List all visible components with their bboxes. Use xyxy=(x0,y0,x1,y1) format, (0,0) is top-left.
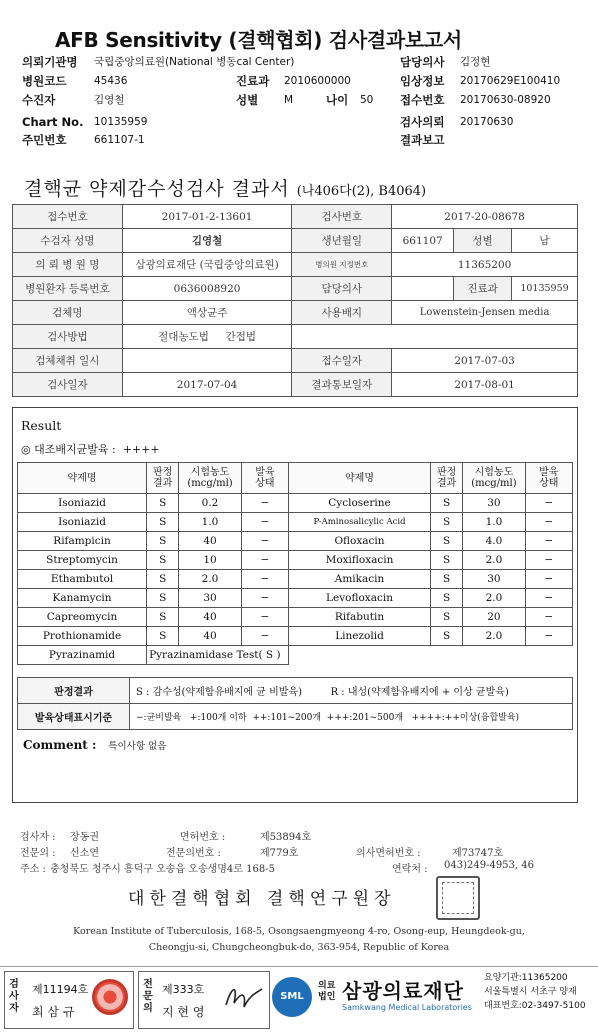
drug-susceptibility-table xyxy=(17,462,573,665)
judgement-s: S : 감수성(약제함유배지에 균 비발육) xyxy=(136,687,302,698)
pyrazinamidase-test: Pyrazinamidase Test( S ) xyxy=(147,646,289,665)
result-section xyxy=(12,407,578,803)
control-growth: ◎ 대조배지균발육 : ++++ xyxy=(21,443,160,456)
drug-name: Ethambutol xyxy=(18,570,147,589)
receipt-label: 접수번호 xyxy=(400,93,445,107)
method-label: 검사방법 xyxy=(13,325,123,349)
specimen: 액상균주 xyxy=(122,301,292,325)
org-info xyxy=(484,971,586,1013)
drug-name: Kanamycin xyxy=(18,589,147,608)
drug-growth: − xyxy=(241,589,288,608)
drug-conc: 1.0 xyxy=(179,513,241,532)
drug-name: Streptomycin xyxy=(18,551,147,570)
drug-result: S xyxy=(147,570,179,589)
drug-growth: − xyxy=(241,532,288,551)
drug-result: S xyxy=(430,589,462,608)
org-address: 서울특별시 서초구 양재 xyxy=(484,987,577,997)
drug-name: Capreomycin xyxy=(18,608,147,627)
contact: 043)249-4953, 46 xyxy=(444,860,534,871)
drug-result: S xyxy=(147,608,179,627)
col-judge: 판정 결과 xyxy=(430,463,462,494)
drug-result: S xyxy=(147,589,179,608)
drug-name: Moxifloxacin xyxy=(289,551,431,570)
physician-no: 제73747호 xyxy=(452,848,504,859)
institution-value: 국립중앙의료원(National 병동cal Center) xyxy=(94,56,295,68)
dept-value: 2010600000 xyxy=(284,75,351,87)
drug-name: Rifampicin xyxy=(18,532,147,551)
drug-conc: 2.0 xyxy=(463,551,525,570)
drug-growth: − xyxy=(525,608,572,627)
col-drug: 약제명 xyxy=(289,463,431,494)
col-drug: 약제명 xyxy=(18,463,147,494)
drug-conc: 1.0 xyxy=(463,513,525,532)
drug-growth: − xyxy=(241,551,288,570)
chart-value: 10135959 xyxy=(94,116,148,128)
drug-growth: − xyxy=(241,513,288,532)
drug-row xyxy=(18,513,573,532)
tester: 장동권 xyxy=(70,832,99,843)
org-kind: 의료법인 xyxy=(318,981,336,1002)
result-report-label: 결과보고 xyxy=(400,133,445,147)
specialist-license: 제333호 xyxy=(162,983,205,996)
patient-label: 수진자 xyxy=(22,93,56,107)
hospital-reg-label: 병원환자 등록번호 xyxy=(13,277,123,301)
test-date: 2017-07-04 xyxy=(122,373,292,397)
result-title: Result xyxy=(21,418,62,433)
comment: Comment : 특이사항 없음 xyxy=(23,738,167,752)
org-tel: 대표번호:02-3497-5100 xyxy=(484,1001,586,1011)
medium: Lowenstein-Jensen media xyxy=(392,301,578,325)
age-value: 50 xyxy=(360,94,374,106)
hospital-code-label: 병의원 지정번호 xyxy=(292,253,392,277)
rrn-value: 661107-1 xyxy=(94,134,145,146)
collect-date-label: 검체채취 일시 xyxy=(13,349,123,373)
drug-conc: 2.0 xyxy=(179,570,241,589)
org-address-en-1: Korean Institute of Tuberculosis, 168-5, Osongsaengmyeong 4-ro, Osong-eup, Heungdeok-gu, xyxy=(73,926,525,937)
notify-date-label: 결과통보일자 xyxy=(292,373,392,397)
org-name-en: Samkwang Medical Laboratories xyxy=(342,1003,472,1012)
drug-result: S xyxy=(147,551,179,570)
report-title-code: (나406다(2), B4064) xyxy=(296,184,427,199)
drug-row xyxy=(18,608,573,627)
sex: 남 xyxy=(512,229,578,253)
drug-name: Pyrazinamid xyxy=(18,646,147,665)
drug-name: Ofloxacin xyxy=(289,532,431,551)
dept-label: 진료과 xyxy=(454,277,512,301)
drug-conc: 10 xyxy=(179,551,241,570)
growth-legend-label: 발육상태표시기준 xyxy=(18,704,130,730)
drug-result: S xyxy=(147,627,179,646)
receipt-value: 20170630-08920 xyxy=(460,94,551,106)
judgement-label: 판정결과 xyxy=(18,678,130,704)
drug-growth: − xyxy=(241,608,288,627)
hospital: 삼광의료재단 (국립중앙의료원) xyxy=(122,253,292,277)
receive-date-label: 접수일자 xyxy=(292,349,392,373)
hospital-reg: 0636008920 xyxy=(122,277,292,301)
drug-conc: 40 xyxy=(179,532,241,551)
hospital-code: 11365200 xyxy=(392,253,578,277)
sex-value: M xyxy=(284,94,294,106)
growth-legend: −:균비발육 +:100개 이하 ++:101~200개 +++:201~500개 ++++:++이상(융합발육) xyxy=(130,704,573,730)
drug-growth: − xyxy=(525,513,572,532)
signature-icon xyxy=(222,981,266,1013)
clinical-label: 임상정보 xyxy=(400,74,445,88)
drug-name: Rifabutin xyxy=(289,608,431,627)
drug-row xyxy=(18,627,573,646)
specialist-no: 제779호 xyxy=(260,848,299,859)
drug-conc: 0.2 xyxy=(179,494,241,513)
doctor-label: 담당의사 xyxy=(400,55,445,69)
ward-code-value: 45436 xyxy=(94,75,128,87)
signer-row-3: 주소 : 충청북도 청주시 흥덕구 오송읍 오송생명4로 168-5 연락처 : 043)249-4953, 46 xyxy=(20,860,534,875)
drug-name: Isoniazid xyxy=(18,494,147,513)
drug-growth: − xyxy=(525,532,572,551)
drug-result: S xyxy=(430,570,462,589)
drug-result: S xyxy=(430,494,462,513)
org-name: 삼광의료재단 xyxy=(342,979,464,1003)
birth: 661107 xyxy=(392,229,454,253)
drug-row xyxy=(18,589,573,608)
specimen-label: 검체명 xyxy=(13,301,123,325)
judgement-r: R : 내성(약제함유배지에 + 이상 균발육) xyxy=(330,687,509,698)
judgement-legend xyxy=(17,677,573,730)
drug-result: S xyxy=(430,627,462,646)
specialist-name: 지 현 영 xyxy=(162,1005,205,1019)
patient-name: 김영철 xyxy=(122,229,292,253)
birth-label: 생년월일 xyxy=(292,229,392,253)
drug-conc: 40 xyxy=(179,608,241,627)
sex-label: 성별 xyxy=(236,93,259,107)
medium-label: 사용배지 xyxy=(292,301,392,325)
ward-code-label: 병원코드 xyxy=(22,74,67,88)
hospital-label: 의 뢰 병 원 명 xyxy=(13,253,123,277)
tester-name: 최 삼 규 xyxy=(32,1005,75,1019)
drug-result: S xyxy=(430,551,462,570)
drug-growth: − xyxy=(525,627,572,646)
request-label: 검사의뢰 xyxy=(400,115,445,129)
drug-name: Prothionamide xyxy=(18,627,147,646)
doctor-value: 김정현 xyxy=(460,56,491,68)
request-value: 20170630 xyxy=(460,116,514,128)
col-conc: 시험농도 (mcg/ml) xyxy=(463,463,525,494)
specialist: 신소연 xyxy=(70,848,99,859)
drug-row-pyrazinamide xyxy=(18,646,573,665)
drug-row xyxy=(18,551,573,570)
col-judge: 판정 결과 xyxy=(147,463,179,494)
drug-growth: − xyxy=(241,627,288,646)
page-title: AFB Sensitivity (결핵협회) 검사결과보고서 xyxy=(55,28,462,52)
drug-growth: − xyxy=(525,494,572,513)
sml-logo: SML xyxy=(272,977,312,1017)
patient-value: 김영철 xyxy=(94,94,125,106)
drug-result: S xyxy=(147,513,179,532)
drug-conc: 30 xyxy=(463,570,525,589)
drug-conc: 4.0 xyxy=(463,532,525,551)
address: 충청북도 청주시 흥덕구 오송읍 오송생명4로 168-5 xyxy=(50,864,275,875)
comment-value: 특이사항 없음 xyxy=(108,741,167,752)
drug-name: P-Aminosalicylic Acid xyxy=(289,513,431,532)
drug-name: Cycloserine xyxy=(289,494,431,513)
seal-stamp-icon xyxy=(92,979,128,1015)
patient-name-label: 수검자 성명 xyxy=(13,229,123,253)
clinical-value: 20170629E100410 xyxy=(460,75,561,87)
drug-name: Linezolid xyxy=(289,627,431,646)
test-date-label: 검사일자 xyxy=(13,373,123,397)
notify-date: 2017-08-01 xyxy=(392,373,578,397)
report-title: 결핵균 약제감수성검사 결과서 (나406다(2), B4064) xyxy=(24,178,427,200)
chart-label: Chart No. xyxy=(22,115,84,129)
dept-label: 진료과 xyxy=(236,74,270,88)
institution-label: 의뢰기관명 xyxy=(22,55,78,69)
scanned-report xyxy=(6,164,592,964)
receive-date: 2017-07-03 xyxy=(392,349,578,373)
reg-no: 2017-01-2-13601 xyxy=(122,205,292,229)
drug-name: Levofloxacin xyxy=(289,589,431,608)
drug-result: S xyxy=(430,608,462,627)
license: 제53894호 xyxy=(260,832,312,843)
reg-no-label: 접수번호 xyxy=(13,205,123,229)
footer xyxy=(0,966,598,1034)
issuing-organization: 대한결핵협회 결핵연구원장 xyxy=(128,889,396,909)
sex-label: 성별 xyxy=(454,229,512,253)
specialist-vert-label: 전 문 의 xyxy=(143,979,153,1014)
drug-result: S xyxy=(430,532,462,551)
drug-conc: 2.0 xyxy=(463,627,525,646)
test-no-label: 검사번호 xyxy=(292,205,392,229)
col-growth: 발육 상태 xyxy=(525,463,572,494)
drug-growth: − xyxy=(525,551,572,570)
age-label: 나이 xyxy=(326,93,349,107)
doctor-label: 담당의사 xyxy=(292,277,392,301)
org-address-en-2: Cheongju-si, Chungcheongbuk-do, 363-954, Republic of Korea xyxy=(148,942,450,953)
tester-vert-label: 검 사 자 xyxy=(9,979,19,1014)
org-code: 요양기관:11365200 xyxy=(484,973,568,983)
drug-conc: 30 xyxy=(179,589,241,608)
drug-row xyxy=(18,494,573,513)
official-seal-icon xyxy=(436,876,480,920)
col-conc: 시험농도 (mcg/ml) xyxy=(179,463,241,494)
drug-result: S xyxy=(430,513,462,532)
drug-growth: − xyxy=(241,494,288,513)
judgement-values xyxy=(130,678,573,704)
drug-conc: 2.0 xyxy=(463,589,525,608)
drug-result: S xyxy=(147,532,179,551)
drug-result: S xyxy=(147,494,179,513)
drug-conc: 20 xyxy=(463,608,525,627)
rrn-label: 주민번호 xyxy=(22,133,67,147)
drug-row xyxy=(18,570,573,589)
tester-license: 제11194호 xyxy=(32,983,89,996)
drug-name: Amikacin xyxy=(289,570,431,589)
col-growth: 발육 상태 xyxy=(241,463,288,494)
test-no: 2017-20-08678 xyxy=(392,205,578,229)
drug-growth: − xyxy=(525,589,572,608)
signer-row-1: 검사자 : 장동권 면허번호 : 제53894호 xyxy=(20,828,580,842)
drug-growth: − xyxy=(241,570,288,589)
drug-row xyxy=(18,532,573,551)
report-info-table xyxy=(12,204,578,397)
drug-name: Isoniazid xyxy=(18,513,147,532)
signer-row-2: 전문의 : 신소연 전문의번호 : 제779호 의사면허번호 : 제73747호 xyxy=(20,844,580,858)
drug-conc: 40 xyxy=(179,627,241,646)
dept: 10135959 xyxy=(512,277,578,301)
method: 절대농도법 간접법 xyxy=(122,325,292,349)
drug-growth: − xyxy=(525,570,572,589)
drug-conc: 30 xyxy=(463,494,525,513)
